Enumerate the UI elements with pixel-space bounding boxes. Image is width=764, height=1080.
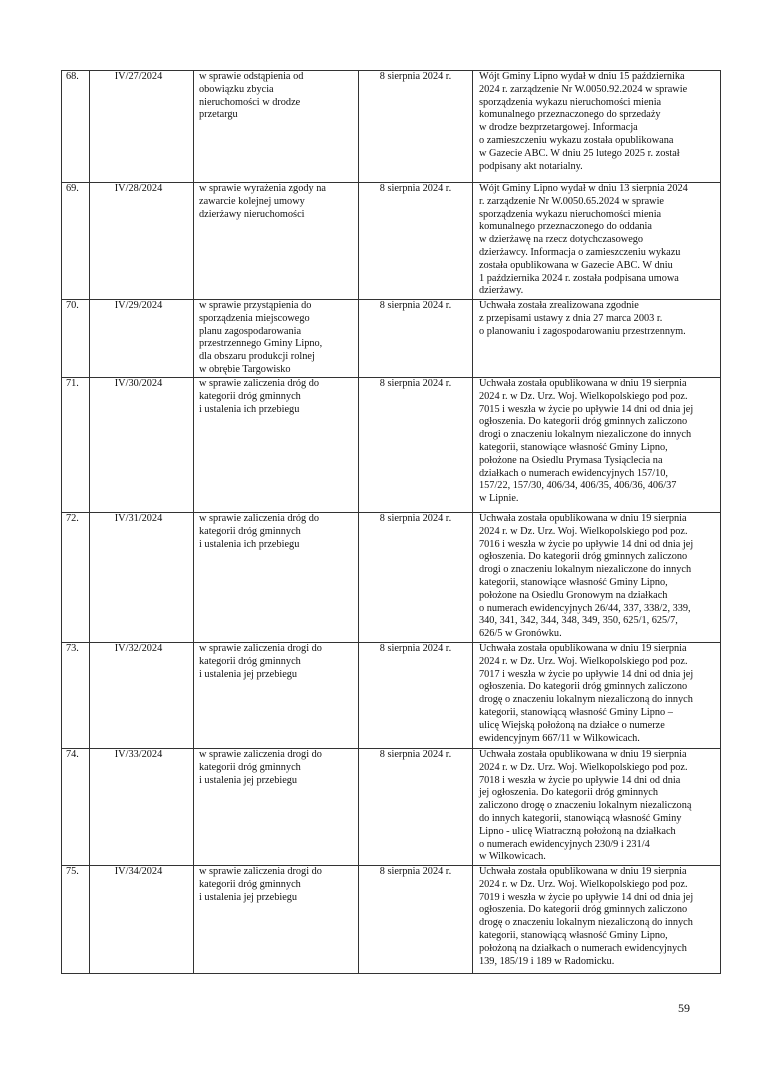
resolution-title-line: i ustalenia jej przebiegu: [199, 668, 298, 680]
resolution-title-line: zawarcie kolejnej umowy: [199, 195, 305, 207]
implementation-info-line: jej ogłoszenia. Do kategorii dróg gminnych: [479, 787, 659, 799]
row-number: 75.: [62, 866, 90, 974]
implementation-info-line: drogi o znaczeniu lokalnym niezaliczone do innych: [479, 564, 692, 576]
resolution-title-line: kategorii dróg gminnych: [199, 390, 301, 402]
implementation-info: [473, 300, 721, 378]
implementation-info-line: 2024 r. w Dz. Urz. Woj. Wielkopolskiego pod poz.: [479, 878, 688, 890]
implementation-info-line: do innych kategorii, stanowiącą własność Gminy: [479, 812, 682, 824]
table-row: [62, 71, 721, 183]
implementation-info-line: 139, 185/19 i 189 w Radomicku.: [479, 955, 615, 967]
implementation-info-line: o numerach ewidencyjnych 230/9 i 231/4: [479, 838, 650, 850]
implementation-info-line: o zamieszczeniu wykazu została opublikowana: [479, 134, 674, 146]
implementation-info-line: kategorii, stanowiące własność Gminy Lipno,: [479, 441, 668, 453]
resolution-code: IV/29/2024: [90, 300, 194, 378]
implementation-info-line: kategorii, stanowiącą własność Gminy Lipno –: [479, 706, 673, 718]
resolutions-table: [61, 70, 721, 974]
resolution-title-line: i ustalenia ich przebiegu: [199, 403, 300, 415]
implementation-info: [473, 643, 721, 749]
resolution-title-line: dzierżawy nieruchomości: [199, 208, 305, 220]
row-number: 69.: [62, 183, 90, 300]
implementation-info-line: Wójt Gminy Lipno wydał w dniu 13 sierpnia 2024: [479, 183, 688, 194]
implementation-info-line: z przepisami ustawy z dnia 27 marca 2003 r.: [479, 312, 663, 324]
resolution-title-line: kategorii dróg gminnych: [199, 761, 301, 773]
resolution-title: [194, 71, 359, 183]
resolution-title: [194, 643, 359, 749]
implementation-info-line: położone na Osiedlu Prymasa Tysiąclecia na: [479, 454, 663, 466]
implementation-info-line: Wójt Gminy Lipno wydał w dniu 15 października: [479, 71, 685, 82]
implementation-info-line: dzierżawy.: [479, 285, 524, 297]
implementation-info-line: o planowaniu i zagospodarowaniu przestrzennym.: [479, 325, 686, 337]
implementation-info-line: w Wilkowicach.: [479, 851, 546, 863]
resolution-title-line: w sprawie zaliczenia drogi do: [199, 866, 322, 877]
implementation-info-line: komunalnego przeznaczonego do sprzedaży: [479, 109, 661, 121]
implementation-info-line: drogi o znaczeniu lokalnym niezaliczone do innych: [479, 429, 692, 441]
implementation-info: [473, 866, 721, 974]
implementation-info: [473, 71, 721, 183]
implementation-info-line: położone na Osiedlu Gronowym na działkach: [479, 589, 668, 601]
resolution-title-line: w obrębie Targowisko: [199, 363, 291, 375]
implementation-info-line: ogłoszenia. Do kategorii dróg gminnych zaliczono: [479, 904, 688, 916]
resolution-code: IV/33/2024: [90, 749, 194, 866]
row-number: 71.: [62, 378, 90, 513]
table-row: [62, 513, 721, 643]
resolution-title-line: w sprawie zaliczenia drogi do: [199, 643, 322, 654]
implementation-info-line: w Lipnie.: [479, 493, 519, 505]
resolution-title-line: w sprawie zaliczenia dróg do: [199, 513, 320, 524]
resolution-date: 8 sierpnia 2024 r.: [359, 513, 473, 643]
resolution-title: [194, 749, 359, 866]
resolution-date: 8 sierpnia 2024 r.: [359, 378, 473, 513]
implementation-info-line: 340, 341, 342, 344, 348, 349, 350, 625/1, 625/7,: [479, 615, 678, 627]
resolution-code: IV/32/2024: [90, 643, 194, 749]
implementation-info-line: Uchwała została opublikowana w dniu 19 sierpnia: [479, 749, 687, 760]
row-number: 73.: [62, 643, 90, 749]
implementation-info-line: zaliczono drogę o znaczeniu lokalnym niezaliczoną: [479, 800, 692, 812]
implementation-info-line: komunalnego przeznaczonego do oddania: [479, 221, 652, 233]
table-row: [62, 183, 721, 300]
implementation-info-line: o numerach ewidencyjnych 26/44, 337, 338/2, 339,: [479, 602, 691, 614]
implementation-info: [473, 513, 721, 643]
resolution-title: [194, 378, 359, 513]
resolution-title-line: w sprawie zaliczenia drogi do: [199, 749, 322, 760]
resolution-title-line: w sprawie odstąpienia od: [199, 71, 304, 82]
table-row: [62, 378, 721, 513]
resolution-title-line: i ustalenia jej przebiegu: [199, 774, 298, 786]
resolution-title-line: przestrzennego Gminy Lipno,: [199, 338, 323, 350]
implementation-info-line: podpisany akt notarialny.: [479, 160, 583, 172]
implementation-info-line: 2024 r. w Dz. Urz. Woj. Wielkopolskiego pod poz.: [479, 655, 688, 667]
implementation-info-line: ulicę Wiejską położoną na działce o numerze: [479, 719, 665, 731]
implementation-info-line: Uchwała została opublikowana w dniu 19 sierpnia: [479, 513, 687, 524]
implementation-info-line: w drodze bezprzetargowej. Informacja: [479, 122, 638, 134]
resolution-title: [194, 300, 359, 378]
implementation-info: [473, 183, 721, 300]
implementation-info-line: w Gazecie ABC. W dniu 25 lutego 2025 r. został: [479, 147, 680, 159]
implementation-info-line: położoną na działkach o numerach ewidencyjnych: [479, 942, 687, 954]
resolution-title: [194, 866, 359, 974]
row-number: 70.: [62, 300, 90, 378]
resolution-title-line: planu zagospodarowania: [199, 325, 302, 337]
implementation-info-line: dzierżawcy. Informacja o zamieszczeniu wykazu: [479, 246, 681, 258]
implementation-info-line: sporządzenia wykazu nieruchomości mienia: [479, 96, 662, 108]
resolution-code: IV/34/2024: [90, 866, 194, 974]
implementation-info-line: 157/22, 157/30, 406/34, 406/35, 406/36, 406/37: [479, 480, 677, 492]
resolution-title-line: kategorii dróg gminnych: [199, 525, 301, 537]
implementation-info-line: Lipno - ulicę Wiatraczną położoną na działkach: [479, 825, 676, 837]
table-row: [62, 643, 721, 749]
resolution-title-line: i ustalenia jej przebiegu: [199, 891, 298, 903]
implementation-info-line: Uchwała została opublikowana w dniu 19 sierpnia: [479, 866, 687, 877]
resolution-code: IV/31/2024: [90, 513, 194, 643]
implementation-info-line: 7016 i weszła w życie po upływie 14 dni od dnia jej: [479, 538, 694, 550]
resolution-date: 8 sierpnia 2024 r.: [359, 71, 473, 183]
table-row: [62, 749, 721, 866]
resolution-date: 8 sierpnia 2024 r.: [359, 300, 473, 378]
resolution-date: 8 sierpnia 2024 r.: [359, 866, 473, 974]
row-number: 68.: [62, 71, 90, 183]
resolution-title-line: kategorii dróg gminnych: [199, 878, 301, 890]
implementation-info-line: 2024 r. zarządzenie Nr W.0050.92.2024 w sprawie: [479, 83, 688, 95]
implementation-info: [473, 378, 721, 513]
implementation-info-line: 1 października 2024 r. została podpisana umowa: [479, 272, 679, 284]
implementation-info-line: ogłoszenia. Do kategorii dróg gminnych zaliczono: [479, 681, 688, 693]
resolution-title-line: w sprawie wyrażenia zgody na: [199, 183, 326, 194]
implementation-info-line: kategorii, stanowiącą własność Gminy Lipno,: [479, 929, 668, 941]
resolution-title-line: dla obszaru produkcji rolnej: [199, 351, 315, 363]
resolution-title-line: w sprawie przystąpienia do: [199, 300, 312, 311]
implementation-info-line: drogę o znaczeniu lokalnym niezaliczoną do innych: [479, 694, 693, 706]
table-row: [62, 300, 721, 378]
page-number: 59: [678, 1001, 690, 1015]
resolution-title: [194, 183, 359, 300]
resolution-title-line: nieruchomości w drodze: [199, 96, 301, 108]
table-row: [62, 866, 721, 974]
resolution-date: 8 sierpnia 2024 r.: [359, 749, 473, 866]
implementation-info-line: w dzierżawę na rzecz dotychczasowego: [479, 234, 644, 246]
resolution-title-line: w sprawie zaliczenia dróg do: [199, 378, 320, 389]
implementation-info-line: Uchwała została zrealizowana zgodnie: [479, 300, 639, 311]
resolution-date: 8 sierpnia 2024 r.: [359, 183, 473, 300]
implementation-info-line: 7015 i weszła w życie po upływie 14 dni od dnia jej: [479, 403, 694, 415]
resolution-title-line: obowiązku zbycia: [199, 83, 274, 95]
implementation-info-line: została opublikowana w Gazecie ABC. W dniu: [479, 259, 673, 271]
implementation-info-line: 626/5 w Gronówku.: [479, 628, 562, 640]
implementation-info-line: 2024 r. w Dz. Urz. Woj. Wielkopolskiego pod poz.: [479, 390, 688, 402]
implementation-info: [473, 749, 721, 866]
implementation-info-line: ogłoszenia. Do kategorii dróg gminnych zaliczono: [479, 551, 688, 563]
resolution-title-line: sporządzenia miejscowego: [199, 312, 310, 324]
resolution-code: IV/27/2024: [90, 71, 194, 183]
implementation-info-line: 2024 r. w Dz. Urz. Woj. Wielkopolskiego pod poz.: [479, 525, 688, 537]
resolution-code: IV/30/2024: [90, 378, 194, 513]
resolution-code: IV/28/2024: [90, 183, 194, 300]
resolution-title-line: i ustalenia ich przebiegu: [199, 538, 300, 550]
implementation-info-line: 2024 r. w Dz. Urz. Woj. Wielkopolskiego pod poz.: [479, 761, 688, 773]
implementation-info-line: Uchwała została opublikowana w dniu 19 sierpnia: [479, 378, 687, 389]
implementation-info-line: drogę o znaczeniu lokalnym niezaliczoną do innych: [479, 917, 693, 929]
implementation-info-line: 7017 i weszła w życie po upływie 14 dni od dnia jej: [479, 668, 694, 680]
resolution-title: [194, 513, 359, 643]
implementation-info-line: Uchwała została opublikowana w dniu 19 sierpnia: [479, 643, 687, 654]
implementation-info-line: 7019 i weszła w życie po upływie 14 dni od dnia jej: [479, 891, 694, 903]
implementation-info-line: kategorii, stanowiące własność Gminy Lipno,: [479, 576, 668, 588]
implementation-info-line: działkach o numerach ewidencyjnych 157/10,: [479, 467, 668, 479]
resolution-title-line: kategorii dróg gminnych: [199, 655, 301, 667]
implementation-info-line: ewidencyjnym 667/11 w Wilkowicach.: [479, 732, 640, 744]
resolution-title-line: przetargu: [199, 109, 238, 121]
implementation-info-line: r. zarządzenie Nr W.0050.65.2024 w sprawie: [479, 195, 665, 207]
implementation-info-line: sporządzenia wykazu nieruchomości mienia: [479, 208, 662, 220]
row-number: 74.: [62, 749, 90, 866]
implementation-info-line: ogłoszenia. Do kategorii dróg gminnych zaliczono: [479, 416, 688, 428]
implementation-info-line: 7018 i weszła w życie po upływie 14 dni od dnia: [479, 774, 681, 786]
row-number: 72.: [62, 513, 90, 643]
table-body: [62, 71, 721, 974]
resolution-date: 8 sierpnia 2024 r.: [359, 643, 473, 749]
